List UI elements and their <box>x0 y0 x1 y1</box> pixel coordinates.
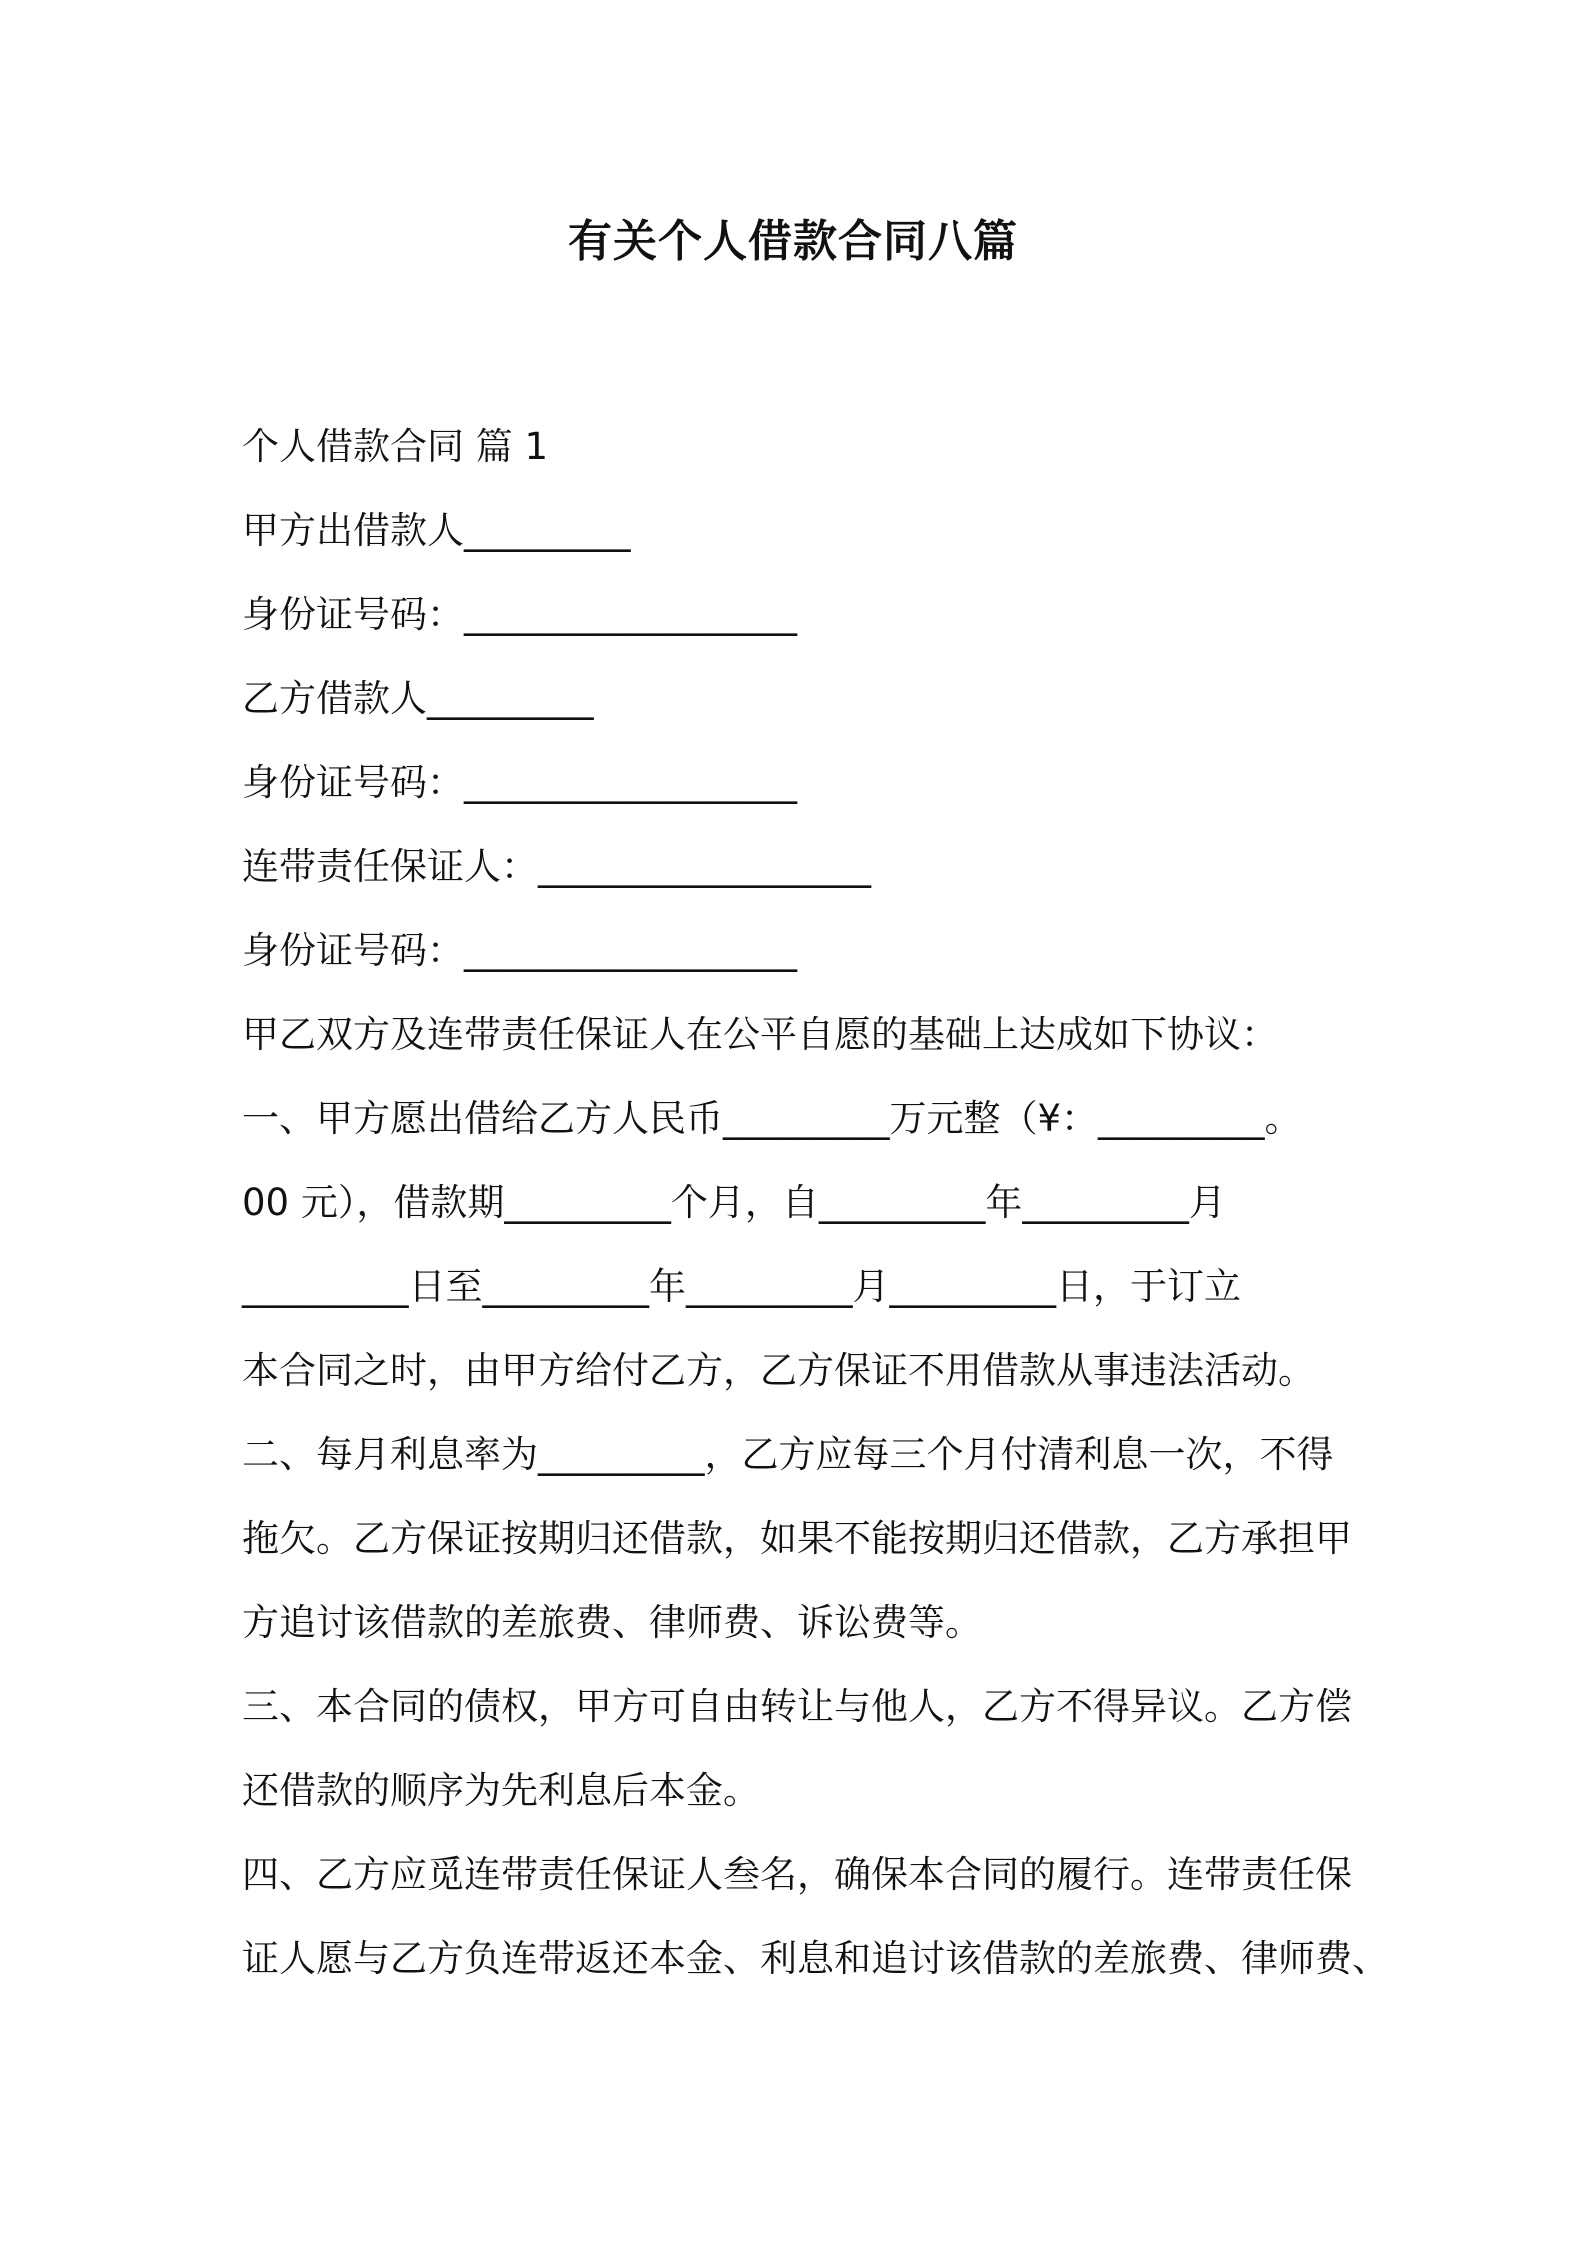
guarantor-id-field: 身份证号码：__________________ <box>242 929 797 972</box>
clause-line: 方追讨该借款的差旅费、律师费、诉讼费等。 <box>242 1601 982 1644</box>
clause-line: 还借款的顺序为先利息后本金。 <box>242 1769 760 1812</box>
borrower-field: 乙方借款人_________ <box>242 677 594 720</box>
clause-line: 00 元），借款期_________个月，自_________年_________月 <box>242 1181 1226 1224</box>
section-heading: 个人借款合同 篇 1 <box>242 425 549 468</box>
clause-line: 拖欠。乙方保证按期归还借款，如果不能按期归还借款，乙方承担甲 <box>242 1517 1352 1560</box>
clause-line: 本合同之时，由甲方给付乙方，乙方保证不用借款从事违法活动。 <box>242 1349 1315 1392</box>
lender-field: 甲方出借款人_________ <box>242 509 631 552</box>
borrower-id-field: 身份证号码：__________________ <box>242 761 797 804</box>
lender-id-field: 身份证号码：__________________ <box>242 593 797 636</box>
clause-line: 四、乙方应觅连带责任保证人叁名，确保本合同的履行。连带责任保 <box>242 1853 1352 1896</box>
clause-line: 三、本合同的债权，甲方可自由转让与他人，乙方不得异议。乙方偿 <box>242 1685 1352 1728</box>
document-body <box>242 405 1389 2001</box>
clause-line: 一、甲方愿出借给乙方人民币_________万元整（¥：_________。 <box>242 1097 1302 1140</box>
clause-line: 二、每月利息率为_________，乙方应每三个月付清利息一次，不得 <box>242 1433 1334 1476</box>
clause-line: _________日至_________年_________月_________日，于订立 <box>242 1265 1241 1308</box>
document-title: 有关个人借款合同八篇 <box>568 216 1018 267</box>
agreement-intro: 甲乙双方及连带责任保证人在公平自愿的基础上达成如下协议： <box>242 1013 1278 1056</box>
guarantor-field: 连带责任保证人：__________________ <box>242 845 871 888</box>
clause-line: 证人愿与乙方负连带返还本金、利息和追讨该借款的差旅费、律师费、 <box>242 1937 1389 1980</box>
